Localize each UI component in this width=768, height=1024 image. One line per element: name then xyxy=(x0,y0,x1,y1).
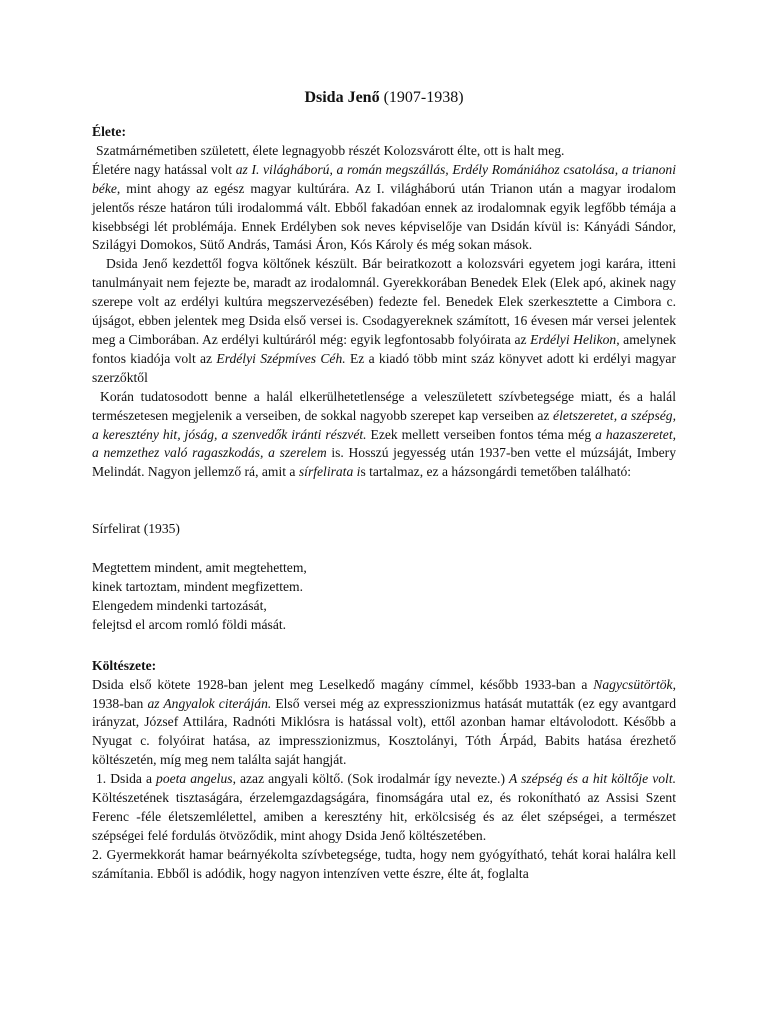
paragraph-elete-2: Dsida Jenő kezdettől fogva költőnek készült. Bár beiratkozott a kolozsvári egyetem jogi karára, itteni tanulmányait nem fejezte be, maradt az irodalomnál. Gyerekkorában Benedek Elek (Elek apó, akinek nagy szerepe volt az erdélyi kultúra megszervezésében) fedezte fel. Benedek Elek szerkesztette a Cimbora c. újságot, ebben jelentek meg Dsida első versei is. Csodagyereknek számított, 16 évesen már versei jelentek meg a Cimborában. Az erdélyi kultúráról még: egyik legfontosabb folyóirata az Erdélyi Helikon, amelynek fontos kiadója volt az Erdélyi Szépmíves Céh. Ez a kiadó több mint száz könyvet adott ki erdélyi magyar szerzőktől xyxy=(92,256,677,385)
document-body xyxy=(92,123,676,884)
paragraph-kolteszete-1: Dsida első kötete 1928-ban jelent meg Leselkedő magány címmel, később 1933-ban a Nagycsütörtök, 1938-ban az Angyalok citeráján. Első versei még az expresszionizmus hatását mutatták (ez egy avantgard irányzat, József Attilára, Radnóti Miklósra is hatással volt), ettől azonban hamar eltávolodott. Később a Nyugat c. folyóirat hatása, az impresszionizmus, Kosztolányi, Tóth Árpád, Babits hatása érezhető költészetén, míg meg nem találta saját hangját. xyxy=(92,676,676,768)
title-years: (1907-1938) xyxy=(383,89,464,106)
title-name: Dsida Jenő xyxy=(304,89,380,106)
poem-line: felejtsd el arcom romló földi mását. xyxy=(92,616,287,632)
paragraph-kolteszete-2: 1. Dsida a poeta angelus, azaz angyali költő. (Sok irodalmár így nevezte.) A szépség és a hit költője volt. Költészetének tisztaságára, érzelemgazdagságára, finomságára utal ez, és rokonítható az Assisi Szent Ferenc -féle életszemlélettel, amiben a keresztény hit, erkölcsiség és az élet szépségei, a természet szépségei felé fordulás ötvöződik, mint ahogy Dsida Jenő költészetében. xyxy=(92,771,677,843)
poem-line: Megtettem mindent, amit megtehettem, xyxy=(92,560,307,576)
section-heading-kolteszete: Költészete: xyxy=(92,657,157,673)
poem-title: Sírfelirat (1935) xyxy=(92,521,180,537)
page-title xyxy=(0,88,768,108)
poem-block xyxy=(92,520,676,635)
paragraph-intro: Szatmárnémetiben született, élete legnagyobb részét Kolozsvárott élte, ott is halt meg. xyxy=(96,142,565,158)
poem-line: kinek tartoztam, mindent megfizettem. xyxy=(92,579,304,595)
poem-line: Elengedem mindenki tartozását, xyxy=(92,597,267,613)
paragraph-elete-3: Korán tudatosodott benne a halál elkerülhetetlensége a veleszületett szívbetegsége miatt, és a halál természetesen megjelenik a verseiben, de sokkal nagyobb szerepet kap verseiben az életszeretet, a szépség, a keresztény hit, jóság, a szenvedők iránti részvét. Ezek mellett verseiben fontos téma még a hazaszeretet, a nemzethez való ragaszkodás, a szerelem is. Hosszú jegyesség után 1937-ben vette el múzsáját, Imbery Melindát. Nagyon jellemző rá, amit a sírfelirata is tartalmaz, ez a házsongárdi temetőben található: xyxy=(92,388,676,480)
paragraph-elete-1: Életére nagy hatással volt az I. világháború, a román megszállás, Erdély Romániához csatolása, a trianoni béke, mint ahogy az egész magyar kultúrára. Az I. világháború után Trianon után a magyar irodalom jelentős része határon túli irodalommá vált. Ebből fakadóan ennek az irodalomnak egyik legfőbb témája a kisebbségi lét problémája. Ennek Erdélyben sok neves képviselője van Dsidán kívül is: Kányádi Sándor, Szilágyi Domokos, Sütő András, Tamási Áron, Kós Károly és még sokan mások. xyxy=(92,161,676,253)
section-heading-elete: Élete: xyxy=(92,124,126,139)
paragraph-kolteszete-3: 2. Gyermekkorát hamar beárnyékolta szívbetegsége, tudta, hogy nem gyógyítható, tehát korai halálra kell számítania. Ebből is adódik, hogy nagyon intenzíven vette észre, élte át, foglalta xyxy=(92,846,676,881)
